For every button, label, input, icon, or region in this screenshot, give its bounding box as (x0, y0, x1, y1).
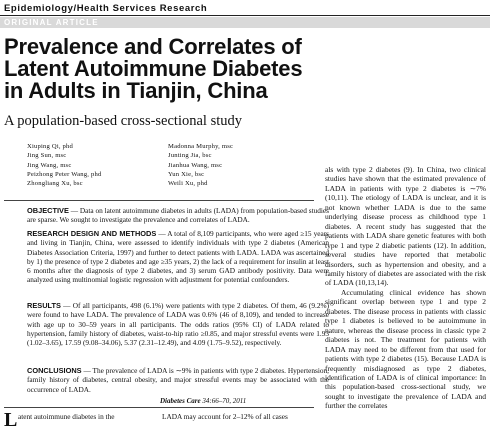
author-name: Peizhong Peter Wang, phd (27, 170, 102, 178)
conclusions-heading: CONCLUSIONS (27, 366, 82, 375)
objective-heading: OBJECTIVE (27, 206, 69, 215)
methods-heading: RESEARCH DESIGN AND METHODS (27, 229, 157, 238)
author-name: Weili Xu, phd (168, 180, 208, 188)
author-name: Jing Wang, msc (27, 161, 72, 169)
author-name: Madonna Murphy, msc (168, 143, 234, 150)
journal-section-header: Epidemiology/Health Services Research (4, 3, 208, 14)
methods-text: — A total of 8,109 participants, who were aged ≥15 years and living in Tianjin, China, were assessed to identify individuals with type 2 diabetes (American Diabetes Association Criteria, 1997) and further to detect patients with LADA. LADA was ascertained by 1) the presence of type 2 diabetes and age ≥35 years, 2) the lack of a requirement for insulin at least 6 months after the diagnosis of type 2 diabetes, and 3) serum GAD antibody positivity. Data were analyzed using multinomial logistic regression with adjustment for potential confounders. (27, 229, 329, 285)
body-text-right-column (325, 165, 486, 411)
results-text: — Of all participants, 498 (6.1%) were patients with type 2 diabetes. Of them, 46 (9.2%) were found to have LADA. The prevalence of LADA was 0.6% (46 of 8,109), and tended to increase with age up to 30–59 years in all participants. The odds ratios (95% CI) of LADA related to hypertension, family history of diabetes, waist-to-hip ratio ≥0.85, and major stressful events were 1.93 (1.02–3.65), 17.59 (9.08–34.06), 5.37 (2.31–12.49), and 4.09 (1.75–9.52), respectively. (27, 301, 329, 348)
abstract-conclusions (27, 366, 329, 394)
abstract-results (27, 301, 329, 347)
body-paragraph: als with type 2 diabetes (9). In China, two clinical studies have shown that the estimated prevalence of LADA in patients with type 2 diabetes is ∼7% (10,11). The etiology of LADA is unclear, and it is not known whether LADA is due to the same underlying disease process as childhood type 1 diabetes. A recent study has suggested that the patients with LADA share genetic features with both type 1 and type 2 diabetic patients (12). In addition, several studies have reported that metabolic disorders, such as hypertension and obesity, and a family history of diabetes are associated with the risk of LADA (10,13,14). (325, 165, 486, 288)
author-name: Xiuping Qi, phd (27, 143, 74, 150)
author-name: Yun Xie, bsc (168, 170, 205, 178)
article-title: Prevalence and Correlates of Latent Autoimmune Diabetes in Adults in Tianjin, China (4, 34, 303, 103)
abstract-top-rule (4, 200, 314, 201)
author-list-left (27, 142, 101, 188)
drop-cap: L (4, 409, 18, 431)
author-name: Jianhua Wang, msc (168, 161, 223, 169)
citation-ref: 34:66–70, 2011 (200, 397, 247, 405)
citation-journal: Diabetes Care (160, 397, 201, 405)
conclusions-text: — The prevalence of LADA is ∼9% in patients with type 2 diabetes. Hypertension, family history of diabetes, central obesity, and major stressful events may be associated with the occurrence of LADA. (27, 366, 329, 394)
header-rule (0, 15, 490, 16)
author-name: Jing Sun, msc (27, 152, 67, 160)
abstract-bottom-rule (4, 407, 314, 408)
body-text-col2: LADA may account for 2–12% of all cases (162, 412, 288, 421)
article-type-label: ORIGINAL ARTICLE (4, 18, 99, 27)
objective-text: — Data on latent autoimmune diabetes in adults (LADA) from population-based studies are sparse. We sought to investigate the prevalence and correlates of LADA. (27, 206, 329, 225)
author-name: Zhongliang Xu, bsc (27, 180, 83, 188)
author-name: Junting Jia, bsc (168, 152, 212, 160)
article-subtitle: A population-based cross-sectional study (4, 113, 242, 129)
body-paragraph: Accumulating clinical evidence has shown significant overlap between type 1 and type 2 diabetes. The disease process in patients with classic type 1 diabetes is believed to be autoimmune in nature, whereas the disease process in classic type 2 diabetes is not. The treatment for patients with LADA may need to be different from that used for patients with type 2 diabetes (15). Because LADA is frequently misdiagnosed as type 2 diabetes, identification of LADA is of clinical importance: In this population-based cross-sectional study, we sought to investigate the prevalence of LADA and further the correlates (325, 287, 486, 411)
abstract-methods (27, 229, 329, 285)
abstract-objective (27, 206, 329, 225)
journal-citation (160, 397, 246, 405)
article-type-bar (0, 17, 490, 28)
results-heading: RESULTS (27, 301, 61, 310)
author-list-right (168, 142, 233, 188)
body-text-col1: atent autoimmune diabetes in the (18, 412, 115, 421)
